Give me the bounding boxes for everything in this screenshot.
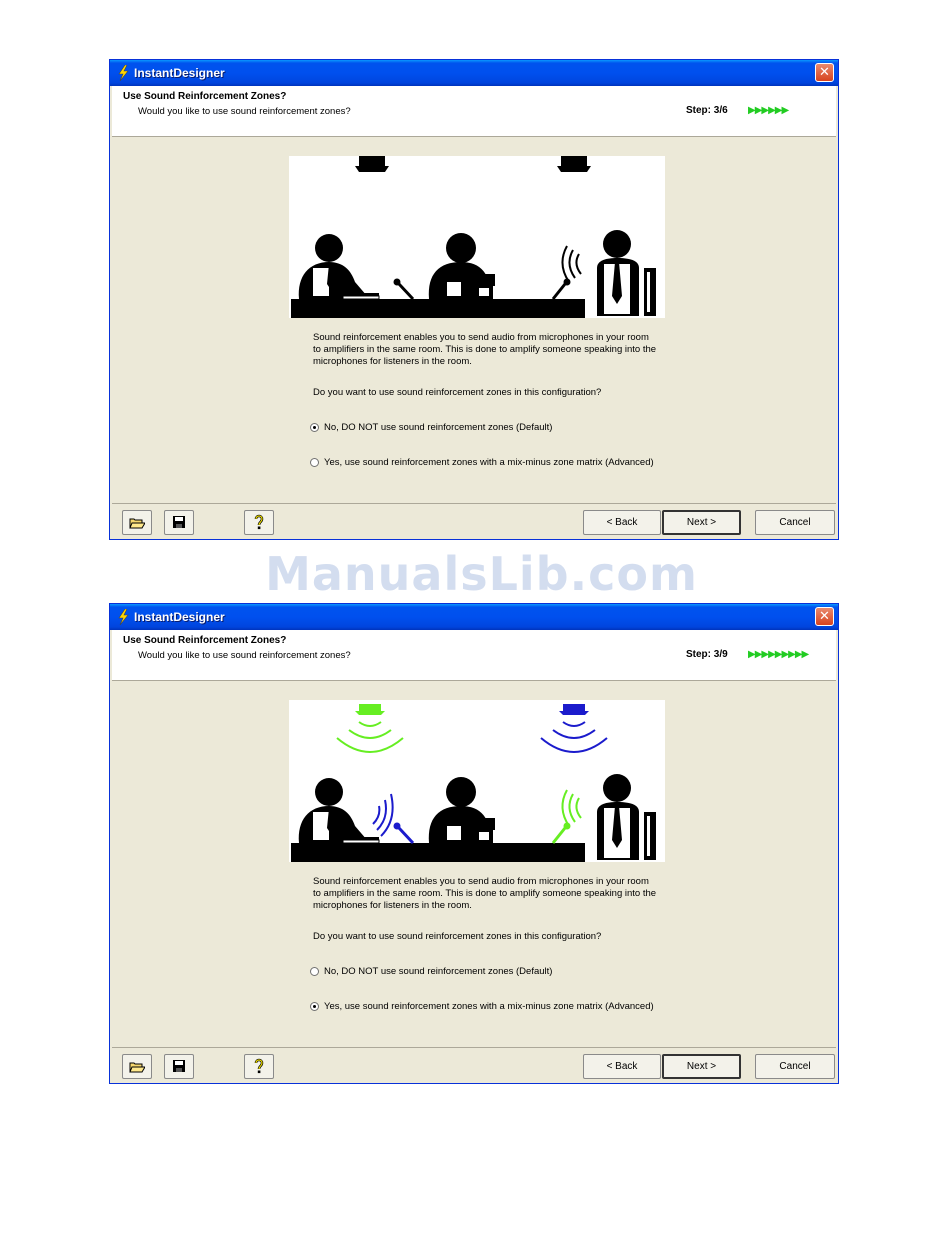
title-bar[interactable]: [110, 60, 838, 86]
page-subtitle: Would you like to use sound reinforcement zones?: [138, 650, 351, 661]
cancel-button[interactable]: Cancel: [755, 510, 835, 535]
radio-option-yes[interactable]: [310, 1001, 654, 1012]
save-disk-icon: [172, 1059, 186, 1073]
radio-button-no[interactable]: [310, 423, 319, 432]
step-indicator: Step: 3/6: [686, 105, 728, 116]
radio-option-no[interactable]: [310, 966, 552, 977]
next-button[interactable]: Next >: [662, 1054, 741, 1079]
title-bar[interactable]: [110, 604, 838, 630]
open-button[interactable]: [122, 1054, 152, 1079]
lightning-icon: [117, 609, 129, 625]
save-button[interactable]: [164, 510, 194, 535]
conference-room-zones-illustration: [289, 700, 665, 862]
save-button[interactable]: [164, 1054, 194, 1079]
lightning-icon: [117, 65, 129, 81]
wizard-window-2: [109, 603, 839, 1084]
watermark: ManualsLib.com: [265, 547, 698, 601]
page-title: Use Sound Reinforcement Zones?: [123, 635, 287, 646]
ceiling-speaker-left: [355, 156, 389, 172]
question-text: Do you want to use sound reinforcement zones in this configuration?: [313, 387, 602, 398]
page-subtitle: Would you like to use sound reinforcement zones?: [138, 106, 351, 117]
page-title: Use Sound Reinforcement Zones?: [123, 91, 287, 102]
radio-button-no[interactable]: [310, 967, 319, 976]
description-text: Sound reinforcement enables you to send audio from microphones in your room to amplifiers in the same room. This is done to amplify someone speaking into the microphones for listeners in the room.: [313, 332, 657, 367]
radio-label-no: No, DO NOT use sound reinforcement zones (Default): [324, 966, 553, 977]
question-text: Do you want to use sound reinforcement zones in this configuration?: [313, 931, 602, 942]
window-title: InstantDesigner: [134, 66, 225, 80]
radio-label-yes: Yes, use sound reinforcement zones with a mix-minus zone matrix (Advanced): [324, 457, 654, 468]
radio-label-yes: Yes, use sound reinforcement zones with a mix-minus zone matrix (Advanced): [324, 1001, 654, 1012]
step-indicator: Step: 3/9: [686, 649, 728, 660]
step-progress-arrows: ▶▶▶▶▶▶▶▶▶: [748, 649, 809, 660]
window-title: InstantDesigner: [134, 610, 225, 624]
conference-room-illustration: [289, 156, 665, 318]
help-button[interactable]: [244, 510, 274, 535]
wizard-header: [112, 630, 836, 681]
cancel-button[interactable]: Cancel: [755, 1054, 835, 1079]
radio-button-yes[interactable]: [310, 458, 319, 467]
footer-divider: [112, 1047, 836, 1048]
radio-label-no: No, DO NOT use sound reinforcement zones (Default): [324, 422, 553, 433]
save-disk-icon: [172, 515, 186, 529]
step-progress-arrows: ▶▶▶▶▶▶: [748, 105, 789, 116]
back-button[interactable]: < Back: [583, 1054, 661, 1079]
close-button[interactable]: ✕: [815, 607, 834, 626]
help-question-icon: [253, 514, 265, 530]
help-question-icon: [253, 1058, 265, 1074]
description-text: Sound reinforcement enables you to send audio from microphones in your room to amplifiers in the same room. This is done to amplify someone speaking into the microphones for listeners in the room.: [313, 876, 657, 911]
ceiling-speaker-green: [355, 704, 385, 715]
radio-option-yes[interactable]: [310, 457, 654, 468]
radio-option-no[interactable]: [310, 422, 552, 433]
wizard-window-1: [109, 59, 839, 540]
open-folder-icon: [129, 1060, 145, 1073]
radio-button-yes[interactable]: [310, 1002, 319, 1011]
close-button[interactable]: ✕: [815, 63, 834, 82]
help-button[interactable]: [244, 1054, 274, 1079]
open-folder-icon: [129, 516, 145, 529]
open-button[interactable]: [122, 510, 152, 535]
wizard-header: [112, 86, 836, 137]
ceiling-speaker-right: [557, 156, 591, 172]
footer-divider: [112, 503, 836, 504]
next-button[interactable]: Next >: [662, 510, 741, 535]
back-button[interactable]: < Back: [583, 510, 661, 535]
ceiling-speaker-blue: [559, 704, 589, 715]
